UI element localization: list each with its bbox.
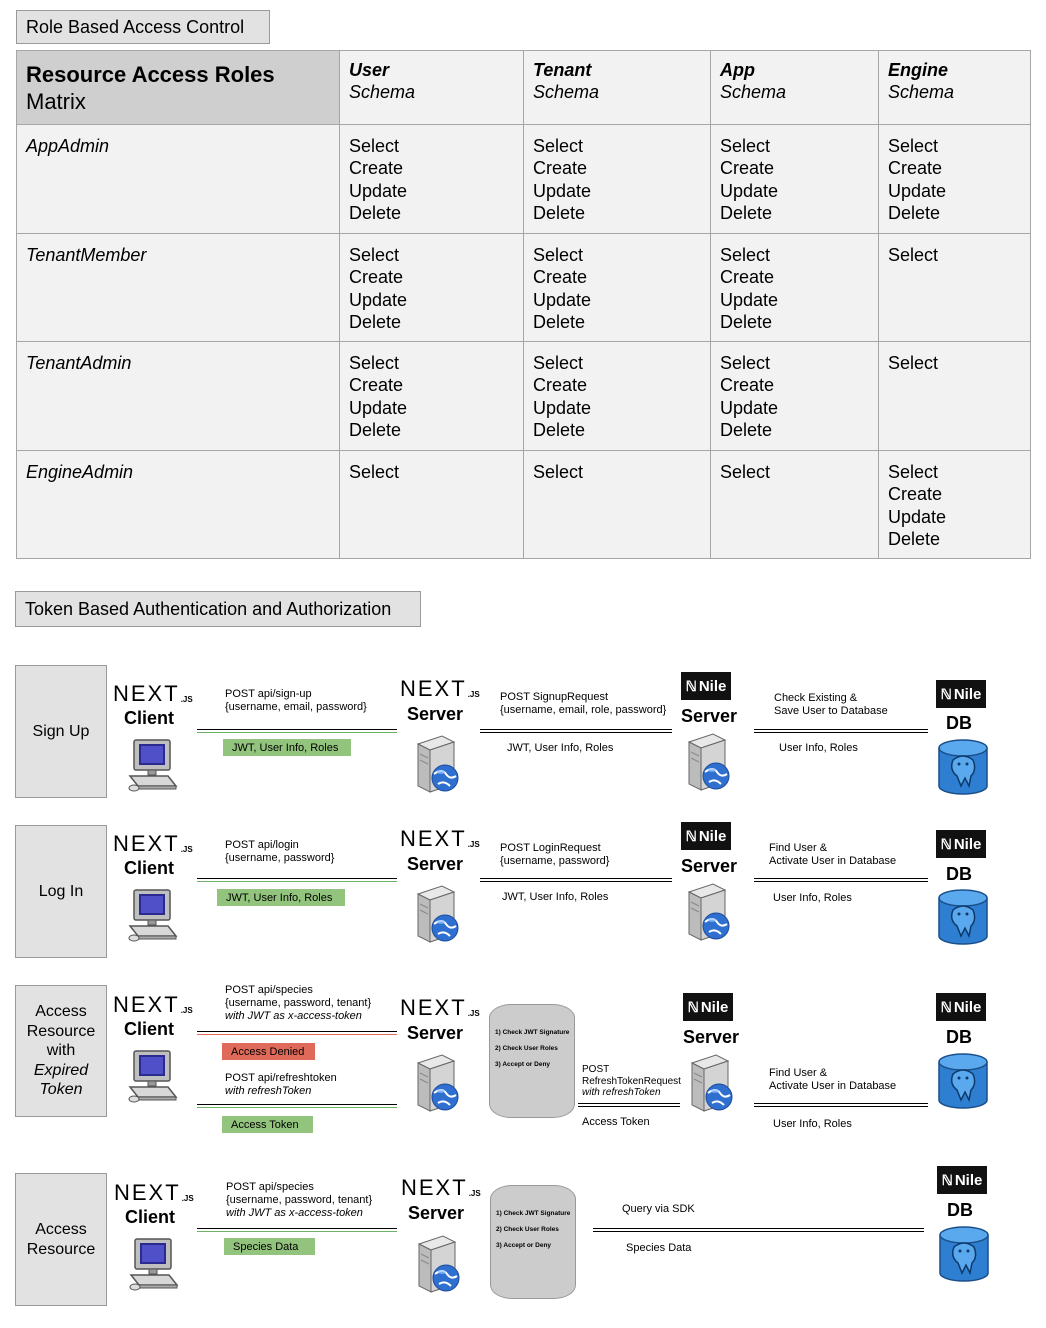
db-label: DB	[946, 1027, 972, 1047]
database-icon	[937, 888, 989, 946]
permission-cell: Select Create Update Delete	[711, 342, 879, 451]
double-arrow-line	[754, 878, 928, 882]
nile-logo: ℕ Nile	[936, 680, 986, 708]
server-icon	[683, 882, 735, 942]
permission-cell: Select	[879, 234, 1031, 342]
computer-icon	[125, 1237, 181, 1293]
matrix-row-engineadmin	[17, 451, 1031, 559]
access-request-label: POST api/species {username, password, tenant} with JWT as x-access-token	[226, 1181, 373, 1219]
double-arrow-line	[754, 1103, 928, 1107]
role-name: TenantAdmin	[17, 342, 340, 451]
database-icon	[938, 1225, 990, 1283]
client-label: Client	[124, 858, 175, 878]
permission-cell: Select Create Update Delete	[524, 342, 711, 451]
signup-server-request-label: POST SignupRequest {username, email, role, password}	[500, 691, 667, 716]
server-icon	[412, 1053, 464, 1113]
nile-logo: ℕ Nile	[936, 830, 986, 858]
tbaa-section-title: Token Based Authentication and Authorization	[15, 591, 421, 627]
nile-logo: ℕ Nile	[936, 993, 986, 1021]
permission-cell: Select Create Update Delete	[711, 234, 879, 342]
double-arrow-line	[197, 878, 397, 882]
server-label: Server	[683, 1027, 740, 1047]
nextjs-logo: $NEXT^{.JS}$	[113, 831, 193, 856]
server-label: Server	[681, 706, 738, 726]
species-data-response-label: Species Data	[626, 1242, 692, 1254]
server-label: Server	[408, 1203, 465, 1223]
server-label: Server	[407, 1023, 464, 1043]
permission-cell: Select Create Update Delete	[524, 234, 711, 342]
double-arrow-line	[754, 729, 928, 733]
role-name: AppAdmin	[17, 125, 340, 234]
database-icon	[937, 1052, 989, 1110]
nile-logo: ℕ Nile	[937, 1166, 987, 1194]
authorization-checks: 1) Check JWT Signature 2) Check User Roles 3) Accept or Deny	[489, 1004, 575, 1118]
server-icon	[686, 1053, 738, 1113]
expired-request-label: POST api/species {username, password, tenant} with JWT as x-access-token	[225, 984, 372, 1022]
permission-cell: Select Create Update Delete	[524, 125, 711, 234]
permission-cell: Select Create Update Delete	[879, 451, 1031, 559]
login-server-response-label: JWT, User Info, Roles	[502, 891, 609, 903]
role-name: EngineAdmin	[17, 451, 340, 559]
server-label: Server	[407, 854, 464, 874]
client-label: Client	[124, 1019, 175, 1039]
authorization-checks: 1) Check JWT Signature 2) Check User Roles 3) Accept or Deny	[490, 1185, 576, 1299]
nextjs-logo: $NEXT^{.JS}$	[113, 992, 193, 1017]
server-label: Server	[681, 856, 738, 876]
refresh-request-label: POST api/refreshtoken with refreshToken	[225, 1072, 337, 1097]
db-label: DB	[946, 864, 972, 884]
database-icon	[937, 738, 989, 796]
nextjs-logo: $NEXT^{.JS}$	[400, 676, 480, 701]
signup-server-response-label: JWT, User Info, Roles	[507, 742, 614, 754]
double-arrow-line	[593, 1228, 924, 1232]
signup-request-label: POST api/sign-up {username, email, password}	[225, 688, 367, 713]
signup-db-request-label: Check Existing & Save User to Database	[774, 692, 888, 717]
matrix-subtitle: Matrix	[26, 89, 86, 114]
flow-label-access-resource: Access Resource	[15, 1173, 107, 1306]
permission-cell: Select Create Update Delete	[340, 342, 524, 451]
permission-cell: Select	[879, 342, 1031, 451]
column-header-app: App Schema	[711, 51, 879, 125]
role-name: TenantMember	[17, 234, 340, 342]
login-response-badge: JWT, User Info, Roles	[217, 889, 345, 906]
db-label: DB	[947, 1200, 973, 1220]
permission-cell: Select	[711, 451, 879, 559]
flow-label-login: Log In	[15, 825, 107, 958]
expired-db-request-label: Find User & Activate User in Database	[769, 1067, 897, 1092]
access-roles-matrix	[16, 50, 1031, 559]
computer-icon	[124, 738, 180, 794]
nile-logo: ℕ Nile	[683, 993, 733, 1021]
permission-cell: Select Create Update Delete	[711, 125, 879, 234]
column-header-engine: Engine Schema	[879, 51, 1031, 125]
nile-logo: ℕ Nile	[681, 822, 731, 850]
server-icon	[412, 884, 464, 944]
species-data-badge: Species Data	[224, 1238, 315, 1255]
refresh-server-request-label: POST RefreshTokenRequest with refreshToken	[582, 1064, 681, 1098]
refresh-server-response-label: Access Token	[582, 1116, 650, 1128]
nextjs-logo: $NEXT^{.JS}$	[113, 681, 193, 706]
double-arrow-line	[480, 729, 672, 733]
access-denied-badge: Access Denied	[222, 1043, 315, 1060]
double-arrow-line	[197, 1104, 397, 1108]
double-arrow-line	[197, 1228, 397, 1232]
flow-label-signup: Sign Up	[15, 665, 107, 798]
login-server-request-label: POST LoginRequest {username, password}	[500, 842, 610, 867]
flow-label-expired-token: Access Resource with Expired Token	[15, 985, 107, 1117]
server-label: Server	[407, 704, 464, 724]
login-db-response-label: User Info, Roles	[773, 892, 852, 904]
db-label: DB	[946, 713, 972, 733]
computer-icon	[124, 888, 180, 944]
double-arrow-line	[578, 1103, 680, 1107]
login-db-request-label: Find User & Activate User in Database	[769, 842, 897, 867]
matrix-row-tenantmember	[17, 234, 1031, 342]
signup-db-response-label: User Info, Roles	[779, 742, 858, 754]
client-label: Client	[125, 1207, 176, 1227]
access-token-badge: Access Token	[222, 1116, 313, 1133]
server-icon	[683, 732, 735, 792]
double-arrow-line	[197, 729, 397, 733]
matrix-title: Resource Access Roles	[26, 62, 275, 87]
nextjs-logo: $NEXT^{.JS}$	[400, 826, 480, 851]
permission-cell: Select Create Update Delete	[340, 125, 524, 234]
double-arrow-line	[197, 1031, 397, 1035]
computer-icon	[124, 1049, 180, 1105]
signup-response-badge: JWT, User Info, Roles	[223, 739, 351, 756]
query-sdk-label: Query via SDK	[622, 1203, 695, 1215]
matrix-corner	[17, 51, 340, 125]
server-icon	[412, 734, 464, 794]
nile-logo: ℕ Nile	[681, 672, 731, 700]
permission-cell: Select Create Update Delete	[340, 234, 524, 342]
nextjs-logo: $NEXT^{.JS}$	[401, 1175, 481, 1200]
permission-cell: Select Create Update Delete	[879, 125, 1031, 234]
matrix-row-tenantadmin	[17, 342, 1031, 451]
permission-cell: Select	[340, 451, 524, 559]
rbac-section-title: Role Based Access Control	[16, 10, 270, 44]
column-header-user: User Schema	[340, 51, 524, 125]
server-icon	[413, 1234, 465, 1294]
nextjs-logo: $NEXT^{.JS}$	[400, 995, 480, 1020]
permission-cell: Select	[524, 451, 711, 559]
column-header-tenant: Tenant Schema	[524, 51, 711, 125]
nextjs-logo: $NEXT^{.JS}$	[114, 1180, 194, 1205]
matrix-row-appadmin	[17, 125, 1031, 234]
expired-db-response-label: User Info, Roles	[773, 1118, 852, 1130]
login-request-label: POST api/login {username, password}	[225, 839, 335, 864]
double-arrow-line	[480, 878, 672, 882]
client-label: Client	[124, 708, 175, 728]
